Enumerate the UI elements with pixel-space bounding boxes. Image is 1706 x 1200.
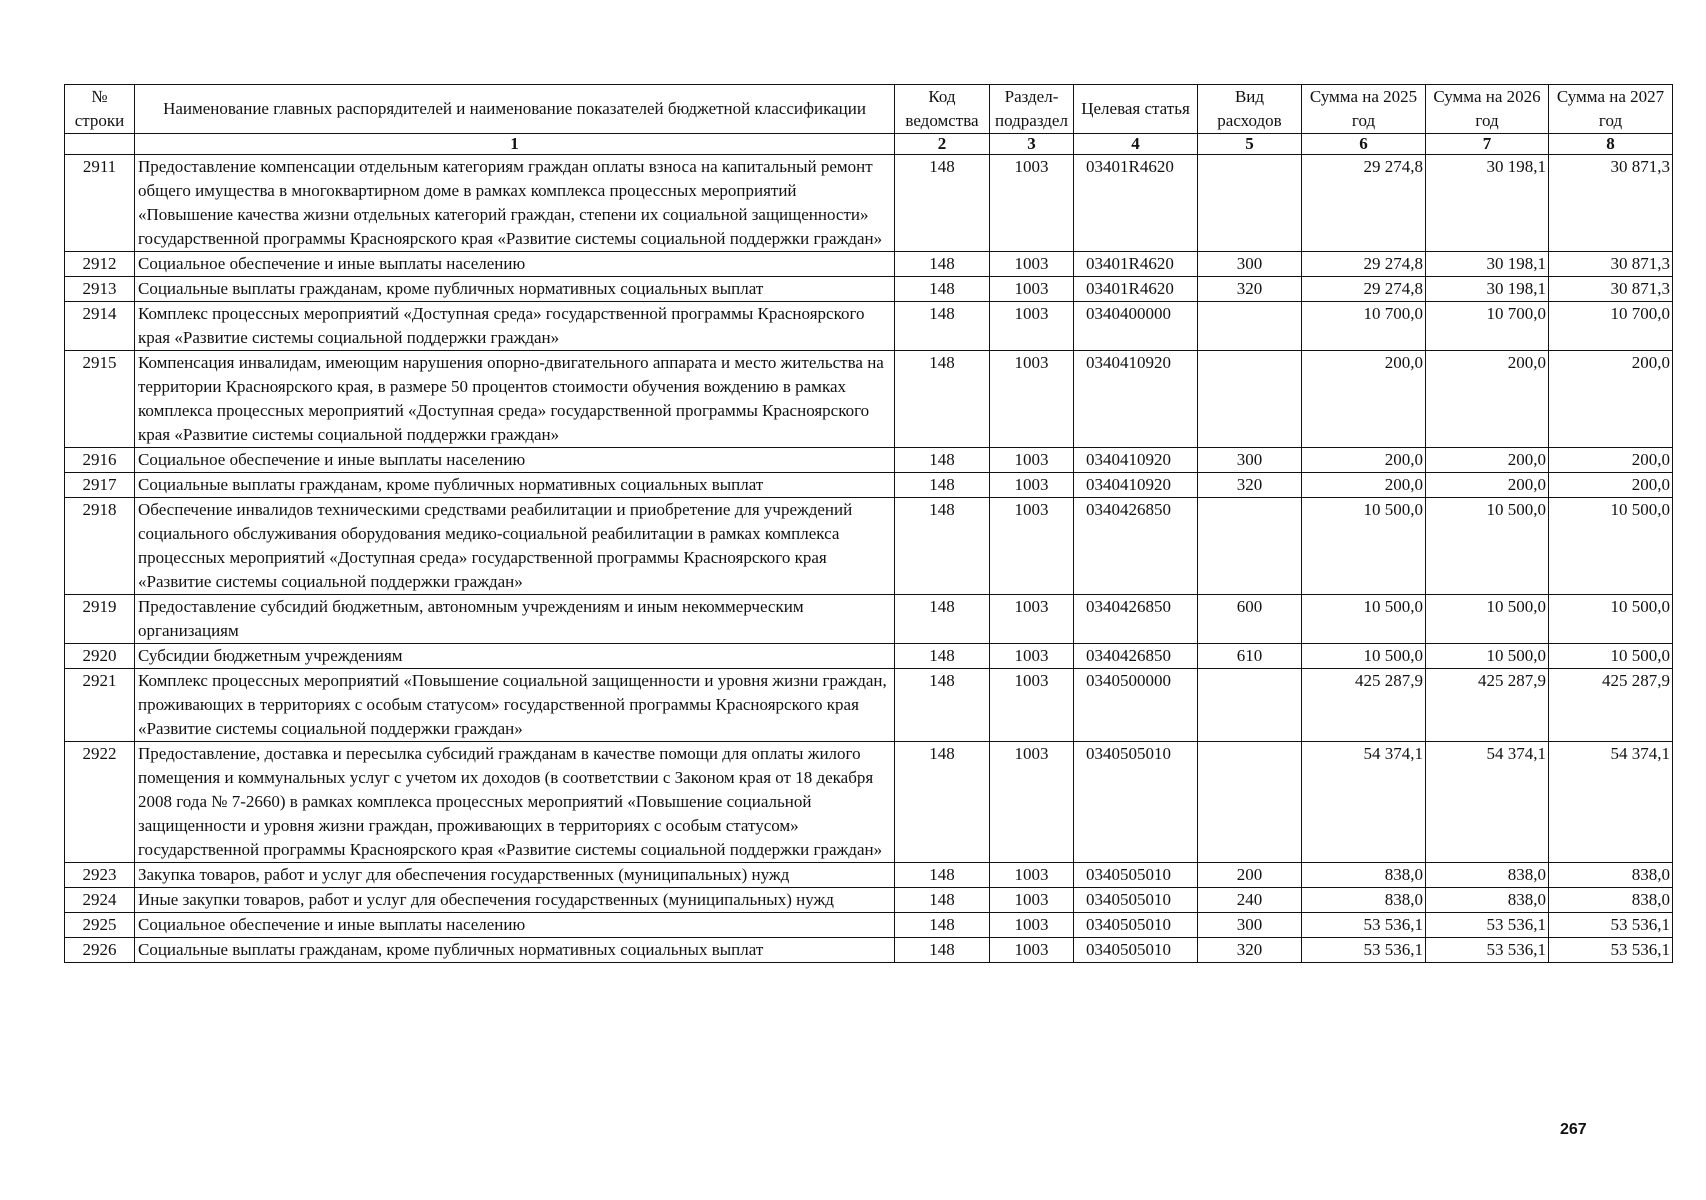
sum-2025-cell: 29 274,8 bbox=[1302, 277, 1426, 302]
target-article-cell: 0340505010 bbox=[1074, 863, 1198, 888]
sum-2026-cell: 200,0 bbox=[1426, 351, 1549, 448]
name-cell: Социальные выплаты гражданам, кроме публичных нормативных социальных выплат bbox=[135, 473, 895, 498]
target-article-cell: 0340410920 bbox=[1074, 351, 1198, 448]
name-cell: Комплекс процессных мероприятий «Доступная среда» государственной программы Красноярского края «Развитие системы социальной поддержки граждан» bbox=[135, 302, 895, 351]
sum-2025-cell: 10 500,0 bbox=[1302, 644, 1426, 669]
sum-2025-cell: 200,0 bbox=[1302, 351, 1426, 448]
target-article-cell: 03401R4620 bbox=[1074, 252, 1198, 277]
section-cell: 1003 bbox=[990, 742, 1074, 863]
target-article-cell: 0340410920 bbox=[1074, 448, 1198, 473]
sum-2026-cell: 53 536,1 bbox=[1426, 913, 1549, 938]
target-article-cell: 03401R4620 bbox=[1074, 277, 1198, 302]
sum-2025-cell: 838,0 bbox=[1302, 888, 1426, 913]
department-code-cell: 148 bbox=[895, 863, 990, 888]
expense-type-cell bbox=[1198, 351, 1302, 448]
sum-2026-cell: 30 198,1 bbox=[1426, 155, 1549, 252]
header-row-number: № строки bbox=[65, 85, 135, 134]
sum-2027-cell: 838,0 bbox=[1549, 888, 1673, 913]
department-code-cell: 148 bbox=[895, 473, 990, 498]
table-row bbox=[65, 351, 1673, 448]
table-row bbox=[65, 644, 1673, 669]
section-cell: 1003 bbox=[990, 595, 1074, 644]
target-article-cell: 0340505010 bbox=[1074, 913, 1198, 938]
sum-2027-cell: 10 700,0 bbox=[1549, 302, 1673, 351]
sum-2026-cell: 54 374,1 bbox=[1426, 742, 1549, 863]
sum-2026-cell: 53 536,1 bbox=[1426, 938, 1549, 963]
row-number-cell: 2925 bbox=[65, 913, 135, 938]
header-expense-type: Вид расходов bbox=[1198, 85, 1302, 134]
table-body bbox=[65, 155, 1673, 963]
row-number-cell: 2914 bbox=[65, 302, 135, 351]
sum-2026-cell: 30 198,1 bbox=[1426, 252, 1549, 277]
target-article-cell: 0340410920 bbox=[1074, 473, 1198, 498]
sum-2026-cell: 30 198,1 bbox=[1426, 277, 1549, 302]
sum-2027-cell: 200,0 bbox=[1549, 448, 1673, 473]
name-cell: Предоставление компенсации отдельным категориям граждан оплаты взноса на капитальный ремонт общего имущества в многоквартирном доме в рамках комплекса процессных мероприятий «Повышение качества жизни отдельных категорий граждан, степени их социальной защищенности» государственной программы Красноярского края «Развитие системы социальной поддержки граждан» bbox=[135, 155, 895, 252]
department-code-cell: 148 bbox=[895, 448, 990, 473]
sum-2026-cell: 838,0 bbox=[1426, 888, 1549, 913]
expense-type-cell bbox=[1198, 155, 1302, 252]
section-cell: 1003 bbox=[990, 863, 1074, 888]
department-code-cell: 148 bbox=[895, 669, 990, 742]
sum-2026-cell: 10 500,0 bbox=[1426, 498, 1549, 595]
section-cell: 1003 bbox=[990, 155, 1074, 252]
section-cell: 1003 bbox=[990, 351, 1074, 448]
name-cell: Обеспечение инвалидов техническими средствами реабилитации и приобретение для учреждений социального обслуживания оборудования медико-социальной реабилитации в рамках комплекса процессных мероприятий «Доступная среда» государственной программы Красноярского края «Развитие системы социальной поддержки граждан» bbox=[135, 498, 895, 595]
sum-2025-cell: 425 287,9 bbox=[1302, 669, 1426, 742]
name-cell: Комплекс процессных мероприятий «Повышение социальной защищенности и уровня жизни граждан, проживающих в территориях с особым статусом» государственной программы Красноярского края «Развитие системы социальной поддержки граждан» bbox=[135, 669, 895, 742]
department-code-cell: 148 bbox=[895, 498, 990, 595]
section-cell: 1003 bbox=[990, 302, 1074, 351]
row-number-cell: 2926 bbox=[65, 938, 135, 963]
sum-2026-cell: 200,0 bbox=[1426, 473, 1549, 498]
row-number-cell: 2918 bbox=[65, 498, 135, 595]
table-header-row bbox=[65, 85, 1673, 134]
expense-type-cell: 300 bbox=[1198, 448, 1302, 473]
department-code-cell: 148 bbox=[895, 644, 990, 669]
sum-2026-cell: 10 700,0 bbox=[1426, 302, 1549, 351]
sum-2027-cell: 54 374,1 bbox=[1549, 742, 1673, 863]
sum-2025-cell: 10 700,0 bbox=[1302, 302, 1426, 351]
budget-table bbox=[64, 84, 1673, 963]
table-row bbox=[65, 448, 1673, 473]
page-number: 267 bbox=[1560, 1121, 1587, 1138]
target-article-cell: 0340500000 bbox=[1074, 669, 1198, 742]
section-cell: 1003 bbox=[990, 938, 1074, 963]
name-cell: Социальные выплаты гражданам, кроме публичных нормативных социальных выплат bbox=[135, 938, 895, 963]
sum-2027-cell: 30 871,3 bbox=[1549, 252, 1673, 277]
row-number-cell: 2911 bbox=[65, 155, 135, 252]
sum-2025-cell: 54 374,1 bbox=[1302, 742, 1426, 863]
department-code-cell: 148 bbox=[895, 252, 990, 277]
sum-2027-cell: 30 871,3 bbox=[1549, 277, 1673, 302]
target-article-cell: 0340505010 bbox=[1074, 938, 1198, 963]
row-number-cell: 2921 bbox=[65, 669, 135, 742]
column-index: 1 bbox=[135, 134, 895, 155]
section-cell: 1003 bbox=[990, 498, 1074, 595]
column-index: 5 bbox=[1198, 134, 1302, 155]
sum-2026-cell: 838,0 bbox=[1426, 863, 1549, 888]
sum-2025-cell: 200,0 bbox=[1302, 448, 1426, 473]
section-cell: 1003 bbox=[990, 913, 1074, 938]
expense-type-cell: 300 bbox=[1198, 252, 1302, 277]
sum-2025-cell: 200,0 bbox=[1302, 473, 1426, 498]
expense-type-cell: 240 bbox=[1198, 888, 1302, 913]
table-row bbox=[65, 498, 1673, 595]
sum-2027-cell: 30 871,3 bbox=[1549, 155, 1673, 252]
table-row bbox=[65, 742, 1673, 863]
department-code-cell: 148 bbox=[895, 277, 990, 302]
header-department-code: Код ведомства bbox=[895, 85, 990, 134]
sum-2026-cell: 10 500,0 bbox=[1426, 595, 1549, 644]
row-number-cell: 2916 bbox=[65, 448, 135, 473]
section-cell: 1003 bbox=[990, 473, 1074, 498]
table-row bbox=[65, 155, 1673, 252]
section-cell: 1003 bbox=[990, 252, 1074, 277]
name-cell: Социальное обеспечение и иные выплаты населению bbox=[135, 448, 895, 473]
table-row bbox=[65, 888, 1673, 913]
table-row bbox=[65, 863, 1673, 888]
sum-2027-cell: 10 500,0 bbox=[1549, 595, 1673, 644]
column-index: 2 bbox=[895, 134, 990, 155]
department-code-cell: 148 bbox=[895, 351, 990, 448]
name-cell: Иные закупки товаров, работ и услуг для обеспечения государственных (муниципальных) нужд bbox=[135, 888, 895, 913]
target-article-cell: 0340426850 bbox=[1074, 498, 1198, 595]
row-number-cell: 2913 bbox=[65, 277, 135, 302]
section-cell: 1003 bbox=[990, 888, 1074, 913]
sum-2027-cell: 10 500,0 bbox=[1549, 644, 1673, 669]
table-row bbox=[65, 938, 1673, 963]
sum-2025-cell: 10 500,0 bbox=[1302, 595, 1426, 644]
department-code-cell: 148 bbox=[895, 155, 990, 252]
column-index bbox=[65, 134, 135, 155]
name-cell: Компенсация инвалидам, имеющим нарушения опорно-двигательного аппарата и место жительства на территории Красноярского края, в размере 50 процентов стоимости обучения вождению в рамках комплекса процессных мероприятий «Доступная среда» государственной программы Красноярского края «Развитие системы социальной поддержки граждан» bbox=[135, 351, 895, 448]
name-cell: Субсидии бюджетным учреждениям bbox=[135, 644, 895, 669]
department-code-cell: 148 bbox=[895, 595, 990, 644]
row-number-cell: 2915 bbox=[65, 351, 135, 448]
target-article-cell: 0340505010 bbox=[1074, 888, 1198, 913]
header-sum-2025: Сумма на 2025 год bbox=[1302, 85, 1426, 134]
column-index: 3 bbox=[990, 134, 1074, 155]
column-index: 4 bbox=[1074, 134, 1198, 155]
row-number-cell: 2922 bbox=[65, 742, 135, 863]
name-cell: Социальное обеспечение и иные выплаты населению bbox=[135, 252, 895, 277]
expense-type-cell bbox=[1198, 742, 1302, 863]
header-sum-2026: Сумма на 2026 год bbox=[1426, 85, 1549, 134]
target-article-cell: 0340505010 bbox=[1074, 742, 1198, 863]
expense-type-cell: 320 bbox=[1198, 473, 1302, 498]
sum-2025-cell: 29 274,8 bbox=[1302, 252, 1426, 277]
department-code-cell: 148 bbox=[895, 913, 990, 938]
name-cell: Предоставление субсидий бюджетным, автономным учреждениям и иным некоммерческим организациям bbox=[135, 595, 895, 644]
section-cell: 1003 bbox=[990, 644, 1074, 669]
name-cell: Социальные выплаты гражданам, кроме публичных нормативных социальных выплат bbox=[135, 277, 895, 302]
name-cell: Закупка товаров, работ и услуг для обеспечения государственных (муниципальных) нужд bbox=[135, 863, 895, 888]
header-target-article: Целевая статья bbox=[1074, 85, 1198, 134]
section-cell: 1003 bbox=[990, 277, 1074, 302]
row-number-cell: 2923 bbox=[65, 863, 135, 888]
column-index-row bbox=[65, 134, 1673, 155]
expense-type-cell: 320 bbox=[1198, 938, 1302, 963]
target-article-cell: 03401R4620 bbox=[1074, 155, 1198, 252]
sum-2026-cell: 10 500,0 bbox=[1426, 644, 1549, 669]
header-name: Наименование главных распорядителей и наименование показателей бюджетной классификации bbox=[135, 85, 895, 134]
expense-type-cell: 200 bbox=[1198, 863, 1302, 888]
department-code-cell: 148 bbox=[895, 742, 990, 863]
table-row bbox=[65, 913, 1673, 938]
row-number-cell: 2917 bbox=[65, 473, 135, 498]
sum-2027-cell: 200,0 bbox=[1549, 351, 1673, 448]
name-cell: Социальное обеспечение и иные выплаты населению bbox=[135, 913, 895, 938]
sum-2027-cell: 200,0 bbox=[1549, 473, 1673, 498]
sum-2026-cell: 425 287,9 bbox=[1426, 669, 1549, 742]
table-row bbox=[65, 473, 1673, 498]
expense-type-cell bbox=[1198, 498, 1302, 595]
column-index: 6 bbox=[1302, 134, 1426, 155]
header-sum-2027: Сумма на 2027 год bbox=[1549, 85, 1673, 134]
table-row bbox=[65, 669, 1673, 742]
expense-type-cell: 610 bbox=[1198, 644, 1302, 669]
table-row bbox=[65, 302, 1673, 351]
section-cell: 1003 bbox=[990, 448, 1074, 473]
column-index: 7 bbox=[1426, 134, 1549, 155]
sum-2025-cell: 53 536,1 bbox=[1302, 913, 1426, 938]
table-row bbox=[65, 277, 1673, 302]
department-code-cell: 148 bbox=[895, 302, 990, 351]
sum-2026-cell: 200,0 bbox=[1426, 448, 1549, 473]
sum-2027-cell: 10 500,0 bbox=[1549, 498, 1673, 595]
sum-2027-cell: 838,0 bbox=[1549, 863, 1673, 888]
column-index: 8 bbox=[1549, 134, 1673, 155]
budget-table-page bbox=[64, 84, 1672, 963]
expense-type-cell: 300 bbox=[1198, 913, 1302, 938]
target-article-cell: 0340426850 bbox=[1074, 595, 1198, 644]
sum-2027-cell: 53 536,1 bbox=[1549, 913, 1673, 938]
row-number-cell: 2924 bbox=[65, 888, 135, 913]
section-cell: 1003 bbox=[990, 669, 1074, 742]
row-number-cell: 2912 bbox=[65, 252, 135, 277]
sum-2025-cell: 53 536,1 bbox=[1302, 938, 1426, 963]
expense-type-cell bbox=[1198, 669, 1302, 742]
sum-2025-cell: 10 500,0 bbox=[1302, 498, 1426, 595]
target-article-cell: 0340400000 bbox=[1074, 302, 1198, 351]
sum-2025-cell: 838,0 bbox=[1302, 863, 1426, 888]
expense-type-cell: 320 bbox=[1198, 277, 1302, 302]
table-row bbox=[65, 595, 1673, 644]
target-article-cell: 0340426850 bbox=[1074, 644, 1198, 669]
expense-type-cell bbox=[1198, 302, 1302, 351]
sum-2027-cell: 53 536,1 bbox=[1549, 938, 1673, 963]
department-code-cell: 148 bbox=[895, 938, 990, 963]
table-row bbox=[65, 252, 1673, 277]
expense-type-cell: 600 bbox=[1198, 595, 1302, 644]
sum-2027-cell: 425 287,9 bbox=[1549, 669, 1673, 742]
sum-2025-cell: 29 274,8 bbox=[1302, 155, 1426, 252]
department-code-cell: 148 bbox=[895, 888, 990, 913]
name-cell: Предоставление, доставка и пересылка субсидий гражданам в качестве помощи для оплаты жилого помещения и коммунальных услуг с учетом их доходов (в соответствии с Законом края от 18 декабря 2008 года № 7-2660) в рамках комплекса процессных мероприятий «Повышение социальной защищенности и уровня жизни граждан, проживающих в территориях с особым статусом» государственной программы Красноярского края «Развитие системы социальной поддержки граждан» bbox=[135, 742, 895, 863]
row-number-cell: 2919 bbox=[65, 595, 135, 644]
header-section: Раздел-подраздел bbox=[990, 85, 1074, 134]
row-number-cell: 2920 bbox=[65, 644, 135, 669]
